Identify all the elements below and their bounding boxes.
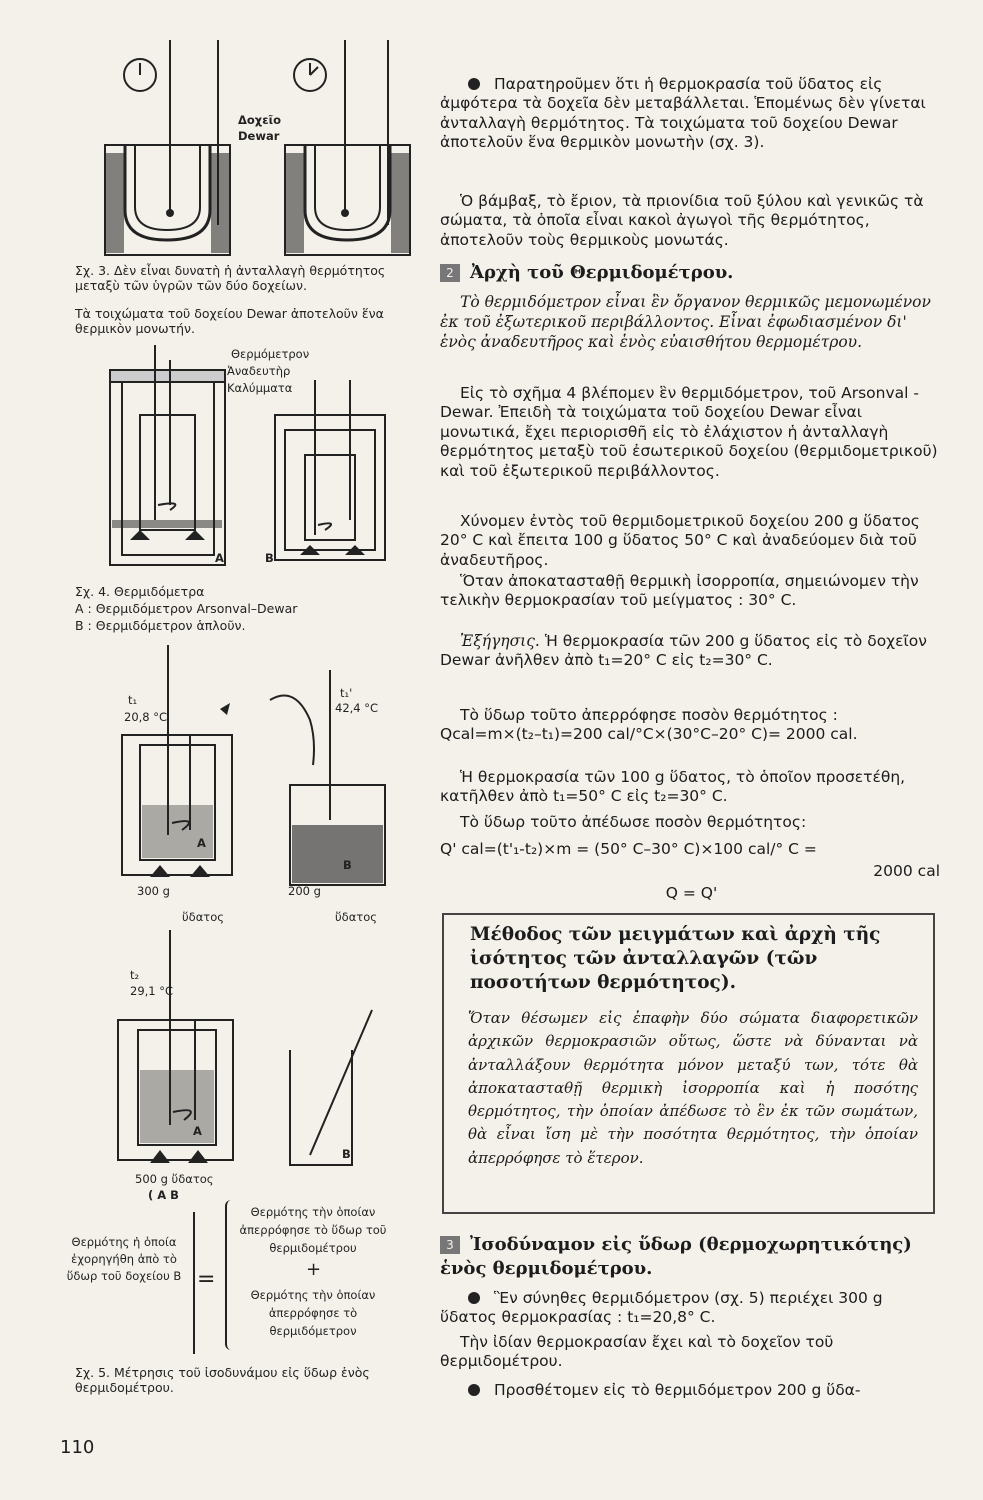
heading-2: 2 Ἀρχὴ τοῦ Θερμιδομέτρου. bbox=[440, 263, 943, 283]
figure-4-caption-b: B : Θερμιδόμετρον ἁπλοῦν. bbox=[75, 618, 246, 633]
mark-a2: A bbox=[193, 1124, 202, 1138]
eq-right-2: Θερμότης τὴν ὁποίαν ἀπερρόφησε τὸ θερμιδόμετρον bbox=[250, 1288, 376, 1338]
para-6: Ἐξήγησις. Ἡ θερμοκρασία τῶν 200 g ὕδατος εἰς τὸ δοχεῖον Dewar ἀνῆλθεν ἀπὸ t₁=20° C εἰς t₂=30° C. bbox=[440, 632, 927, 670]
water-a: ὕδατος bbox=[182, 910, 224, 924]
para-7: Τὸ ὕδωρ τοῦτο ἀπερρόφησε ποσὸν θερμότητος : bbox=[460, 706, 838, 724]
para-4: Χύνομεν ἐντὸς τοῦ θερμιδομετρικοῦ δοχείου 200 g ὕδατος 20° C καὶ ἔπειτα 100 g ὕδατος 50° C καὶ ἀναδεύομεν διὰ τοῦ ἀναδευτῆρος. bbox=[440, 512, 920, 569]
figure-3 bbox=[100, 35, 430, 260]
bullet-icon bbox=[468, 1292, 480, 1304]
box-body: Ὅταν θέσωμεν εἰς ἐπαφὴν δύο σώματα διαφορετικῶν ἀρχικῶν θερμοκρασιῶν οὕτως, ὥστε νὰ δύνανται νὰ ἀνταλλάξουν θερμότητα μόνον μεταξύ των, τότε θὰ ἀποκατασταθῇ θερμικὴ ἰσορροπία καὶ ἡ ποσότης θερμότητος, τὴν ὁποίαν ἀπέδωσε τὸ ἓν ἐκ τῶν σωμάτων, θὰ εἶναι ἴση μὲ τὴν ποσότητα θερμότητος, τὴν ὁποίαν ἀπερρόφησε τὸ ἕτερον. bbox=[468, 1009, 918, 1167]
box-title: Μέθοδος τῶν μειγμάτων καὶ ἀρχὴ τῆς ἰσότητος τῶν ἀνταλλαγῶν (τῶν ποσοτήτων θερμότητος). bbox=[470, 924, 881, 993]
equation-1: Qcal=m×(t₂–t₁)=200 cal/°C×(30°C–20° C)= 2000 cal. bbox=[440, 725, 858, 743]
label-thermometer: Θερμόμετρον bbox=[231, 347, 310, 361]
dewar-label: Δοχεῖο Dewar bbox=[238, 113, 282, 143]
para-11: Τὴν ἰδίαν θερμοκρασίαν ἔχει καὶ τὸ δοχεῖον τοῦ θερμιδομέτρου. bbox=[440, 1333, 834, 1371]
mark-a1: A bbox=[197, 836, 206, 850]
mix-labels: ( A B bbox=[148, 1188, 179, 1202]
figure-3-caption: Σχ. 3. Δὲν εἶναι δυνατὴ ἡ ἀνταλλαγὴ θερμότητος μεταξὺ τῶν ὑγρῶν τῶν δύο δοχείων. bbox=[75, 263, 386, 293]
eq-plus: + bbox=[306, 1259, 322, 1280]
eq-bracket-left bbox=[187, 1212, 195, 1354]
water-b: ὕδατος bbox=[335, 910, 377, 924]
definition: Τὸ θερμιδόμετρον εἶναι ἓν ὄργανον θερμικῶς μεμονωμένον ἐκ τοῦ ἐξωτερικοῦ περιβάλλοντος. Εἶναι ἐφωδιασμένον δι' ἑνὸς ἀναδευτῆρος καὶ ἑνὸς εὐαισθήτου θερμομέτρου. bbox=[440, 293, 931, 351]
figure-5-caption: Σχ. 5. Μέτρησις τοῦ ἰσοδυνάμου εἰς ὕδωρ ἑνὸς θερμιδομέτρου. bbox=[75, 1365, 370, 1395]
mark-b1: B bbox=[343, 858, 352, 872]
mass-mix: 500 g ὕδατος bbox=[135, 1172, 214, 1186]
eq-bracket-right bbox=[225, 1200, 233, 1350]
eq-left: Θερμότης ἡ ὁποία ἐχορηγήθη ἀπὸ τὸ ὕδωρ τοῦ δοχείου B bbox=[66, 1235, 182, 1283]
t1-label: t₁ bbox=[128, 693, 138, 707]
t1-value: 20,8 °C bbox=[124, 710, 168, 724]
mark-b2: B bbox=[342, 1147, 351, 1161]
section-number-3: 3 bbox=[440, 1236, 460, 1254]
label-lids: Καλύμματα bbox=[227, 381, 293, 395]
equation-2: Q' cal=(t'₁-t₂)×m = (50° C–30° C)×100 cal/° C = bbox=[440, 840, 817, 858]
para-10: Ἓν σύνηθες θερμιδόμετρον (σχ. 5) περιέχει 300 g ὕδατος θερμοκρασίας : t₁=20,8° C. bbox=[440, 1289, 883, 1327]
t1p-value: 42,4 °C bbox=[335, 701, 379, 715]
label-b: B bbox=[265, 551, 274, 565]
mass-a: 300 g bbox=[137, 884, 170, 898]
para-3: Εἰς τὸ σχῆμα 4 βλέπομεν ἓν θερμιδόμετρον, τοῦ Arsonval - Dewar. Ἐπειδὴ τὰ τοιχώματα τοῦ δοχείου Dewar εἶναι μονωτικά, ἔχει περιορισθῆ εἰς τὸ ἐλάχιστον ἡ ἀνταλλαγὴ θερμότητος μεταξὺ τοῦ ἐσωτερικοῦ δοχείου (θερμιδομετρικοῦ) καὶ τοῦ ἐξωτερικοῦ περιβάλλοντος. bbox=[440, 384, 938, 480]
equation-3: Q = Q' bbox=[665, 884, 718, 902]
label-a: A bbox=[215, 551, 224, 565]
para-8: Ἡ θερμοκρασία τῶν 100 g ὕδατος, τὸ ὁποῖον προσετέθη, κατῆλθεν ἀπὸ t₁=50° C εἰς t₂=30° C. bbox=[440, 768, 906, 806]
section-number: 2 bbox=[440, 264, 460, 282]
t1p-label: t₁' bbox=[340, 686, 353, 700]
para-5: Ὅταν ἀποκατασταθῇ θερμικὴ ἰσορροπία, σημειώνομεν τὴν τελικὴν θερμοκρασίαν τοῦ μείγματος : 30° C. bbox=[440, 572, 919, 610]
page-number: 110 bbox=[60, 1437, 95, 1458]
label-stirrer: Ἀναδευτὴρ bbox=[227, 364, 291, 378]
para-9: Τὸ ὕδωρ τοῦτο ἀπέδωσε ποσὸν θερμότητος: bbox=[460, 813, 807, 831]
figure-4-caption-a: A : Θερμιδόμετρον Arsonval–Dewar bbox=[75, 601, 298, 616]
t2-label: t₂ bbox=[130, 968, 140, 982]
figure-5-top bbox=[110, 645, 410, 890]
t2-value: 29,1 °C bbox=[130, 984, 174, 998]
eq-right-1: Θερμότης τὴν ὁποίαν ἀπερρόφησε τὸ ὕδωρ τοῦ θερμιδομέτρου bbox=[239, 1205, 387, 1255]
para-12: Προσθέτομεν εἰς τὸ θερμιδόμετρον 200 g ὕδα- bbox=[440, 1381, 943, 1400]
bullet-icon bbox=[468, 1384, 480, 1396]
figure-4-caption-title: Σχ. 4. Θερμιδόμετρα bbox=[75, 584, 205, 599]
bullet-icon bbox=[468, 78, 480, 90]
figure-5-bottom bbox=[110, 930, 410, 1170]
figure-3-caption-2: Τὰ τοιχώματα τοῦ δοχείου Dewar ἀποτελοῦν ἕνα θερμικὸν μονωτήν. bbox=[75, 306, 384, 336]
heading-3: 3 Ἰσοδύναμον εἰς ὕδωρ (θερμοχωρητικότης) ἑνὸς θερμιδομέτρου. bbox=[440, 1234, 912, 1279]
para-1: Παρατηροῦμεν ὅτι ἡ θερμοκρασία τοῦ ὕδατος εἰς ἀμφότερα τὰ δοχεῖα δὲν μεταβάλλεται. Ἑπομένως δὲν γίνεται ἀνταλλαγὴ θερμότητος. Τὰ τοιχώματα τοῦ δοχείου Dewar ἀποτελοῦν ἕνα θερμικὸν μονωτὴν (σχ. 3). bbox=[440, 75, 926, 152]
mass-b: 200 g bbox=[288, 884, 321, 898]
para-2: Ὁ βάμβαξ, τὸ ἔριον, τὰ πριονίδια τοῦ ξύλου καὶ γενικῶς τὰ σώματα, τὰ ὁποῖα εἶναι κακοὶ ἀγωγοὶ τῆς θερμότητος, ἀποτελοῦν τοὺς θερμικοὺς μονωτάς. bbox=[440, 192, 924, 249]
equation-2b: 2000 cal bbox=[873, 862, 940, 880]
eq-equals: = bbox=[197, 1267, 216, 1292]
